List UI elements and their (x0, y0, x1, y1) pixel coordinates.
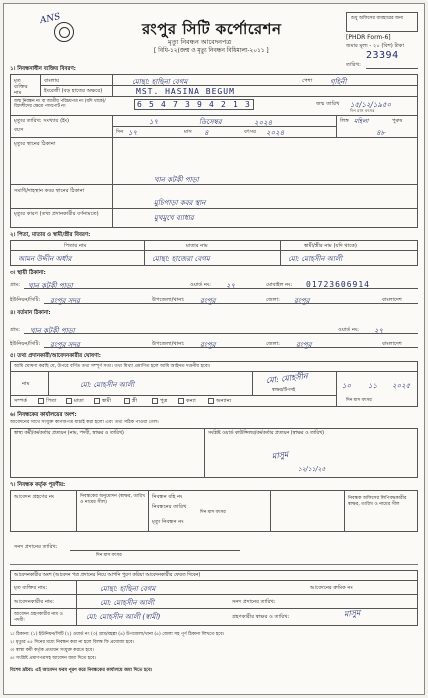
office-use-label: শুধু অফিসের ব্যবহারের জন্য (351, 16, 404, 21)
pres-upazila-value: রংপুর (200, 341, 216, 349)
pres-union-label: ইউনিয়ন/সিটি: (10, 341, 41, 347)
receipt-applicant-value: মো: মোহসীন আলী (100, 599, 155, 607)
date-label: তারিখ: (346, 62, 361, 68)
city-corporation-logo-icon (54, 22, 74, 42)
sex-value: মহিলা (354, 118, 369, 125)
perm-ward-value: ২৭ (226, 282, 236, 290)
age-years-box: ৪৮ (376, 129, 386, 137)
page-title: রংপুর সিটি কর্পোরেশন (142, 20, 282, 38)
issued-date-label: সনদ প্রদানের তারিখ: (14, 544, 58, 550)
birth-reg-label: জন্ম নিবন্ধন নং বা জাতীয় পরিচয়পত্র নং (যদি থাকে)/বিদেশীদের ক্ষেত্রে পাসপোর্ট নং (14, 99, 106, 109)
age-day: ১৭ (128, 129, 138, 137)
receipt-cert-date-label: সনদ প্রদানের তারিখ: (232, 599, 276, 605)
counselor-date: ১২/১১/২৫ (298, 466, 326, 473)
footnote-3: ৩। স্বাস্থ্য কর্মী কর্তৃক প্রত্যয়ন সংযুক্ত করতে হবে। (10, 648, 94, 653)
relation-daughter-checkbox[interactable] (178, 398, 184, 404)
death-date-label: মৃত্যুর তারিখ: সংখ্যায় (ইং) (14, 118, 70, 124)
perm-village-label: গ্রাম: (10, 282, 21, 288)
section1-table (10, 74, 418, 228)
signature-label: স্বাক্ষর/টিপসই (272, 388, 296, 393)
footnote-4: ৪। সংশ্লিষ্ট প্রমাণপত্রসহ আবেদন জমা দিতে হবে। (10, 656, 97, 661)
dob-format: দিন মাস বৎসর (350, 108, 375, 113)
perm-upazila-label: উপজেলা/থানা: (152, 297, 185, 303)
relation-son-checkbox[interactable] (152, 398, 158, 404)
name-label: মৃত ব্যক্তির নাম (14, 78, 28, 96)
clerk-sign-label: নিবন্ধক অফিসের লিপিবদ্ধকারীর স্বাক্ষর, তারিখ ও নামের সীল (348, 496, 407, 507)
pres-country: বাংলাদেশ (382, 341, 402, 347)
issued-date-format: দিন মাস বৎসর (96, 553, 122, 558)
section4-label: ৪। বর্তমান ঠিকানা: (10, 310, 51, 316)
declarant-signature: মো: মোহসীন (265, 371, 309, 386)
age-month: ৪ (204, 129, 209, 137)
form-fee: জমার মূল্য - ২০ (বিশ) টাকা (346, 43, 404, 49)
perm-village-value: খান কটকী পাড়া (28, 282, 73, 290)
english-label: ইংরেজী (বড় হাতের অক্ষরে) (44, 88, 103, 94)
serial-number: 23394 (366, 50, 399, 61)
spouse-label: স্বামী/স্ত্রীর নাম (যদি থাকে) (304, 243, 357, 249)
burial-value: মুচিপাড়া কবর স্থান (154, 199, 206, 207)
reg-book-no-label: নিবন্ধন বহি নং (152, 494, 183, 500)
counselor-signature: মাসুম (271, 449, 289, 462)
father-label: পিতার নাম (64, 243, 87, 249)
form-subtitle: মৃত্যু নিবন্ধন আবেদনপত্র (168, 38, 232, 46)
declaration-year: ২০২৫ (392, 382, 411, 390)
cause-label: মৃত্যুর কারণ (তথ্য প্রদানকারীর বর্ণনামতে) (14, 211, 99, 217)
received-no-label: আবেদন গ্রহণের নং (14, 494, 55, 500)
pres-union-value: রংপুর সদর (50, 341, 80, 349)
age-day-label: দিন (116, 129, 124, 135)
section2-label: ২। পিতা, মাতার ও স্বামী/স্ত্রীর বিবরণ: (10, 232, 91, 238)
age-year: ২০২৪ (266, 129, 285, 137)
declarant-name-value: মো: মোহসীন আলী (80, 381, 135, 389)
perm-district-value: রংপুর (294, 297, 310, 305)
death-place-value: খান কটকী পাড়া (154, 176, 199, 184)
mother-label: মাতার নাম (186, 243, 208, 249)
perm-district-label: জেলা: (266, 297, 280, 303)
death-cert-no-label: মৃত্যু নিবন্ধন নং (152, 519, 184, 525)
declaration-text: আমি ঘোষণা করছি যে, উপরে বর্ণিত তথ্য সম্পূর্ণ সত্য। তথ্য মিথ্যা প্রমাণিত হলে আমি আইনত দণ্ডনীয় হবো। (14, 364, 211, 369)
pres-district-value: রংপুর (296, 341, 312, 349)
dob-label: জন্ম তারিখ (316, 101, 340, 107)
relation-label: সম্পর্ক (14, 398, 28, 404)
law-reference: [ বিধি-১২(জন্ম ও মৃত্যু নিবন্ধন বিধিমালা-২০১১ ] (154, 48, 269, 54)
age-month-label: মাস (184, 129, 192, 135)
receipt-dead-name-label: মৃত ব্যক্তির নাম: (14, 585, 48, 591)
spouse-value: মো: মোহসীন আলী (288, 255, 343, 263)
perm-mobile-label: মোবাইল নং: (266, 282, 293, 288)
age-label: বয়স (14, 127, 24, 133)
footnote-1: ১। ঠিকানা: (১) ইউনিয়ন/সিটি (২) ওয়ার্ড নং (৩) গ্রাম/মহল্লা (৪) উপজেলা/থানা (৫) জেলা সহ পূর্ণ ঠিকানা লিখতে হবে। (10, 632, 225, 637)
reg-date-format: দিন মাস বৎসর (200, 510, 226, 515)
pres-district-label: জেলা: (266, 341, 280, 347)
perm-union-value: রংপুর সদর (50, 297, 80, 305)
receipt-sign-label: গ্রহণকারীর স্বাক্ষর ও তারিখ: (232, 614, 290, 620)
logo-handwriting: ANS (39, 11, 62, 27)
form-number: [PHDR Form-6] (346, 34, 391, 41)
section1-label: ১। নিবন্ধনাধীন ব্যক্তির বিবরণ: (10, 66, 76, 72)
relation-mother-checkbox[interactable] (66, 398, 72, 404)
burial-label: সমাধি/দাহস্থান কবর স্থানের ঠিকানা (14, 188, 85, 194)
declaration-date-caption: দিন মাস বৎসর (346, 398, 372, 403)
perm-mobile-value: 01723606914 (306, 280, 370, 289)
father-value: আমন উদ্দীন অর্ধার (18, 255, 72, 263)
section6-note: আবেদনের সাথে সংযুক্ত কাগজপত্র যাচাই করা হলো এবং তথ্য সঠিক পাওয়া গেল। (10, 420, 159, 425)
mother-value: মোছা: হাজেরা বেগম (152, 255, 210, 263)
age-year-label: বৎসর (244, 129, 256, 135)
footnote-2: ২। মৃত্যুর ৪৫ দিনের মধ্যে নিবন্ধন করা না হলে বিলম্ব ফি প্রযোজ্য হবে। (10, 640, 135, 645)
receipt-dead-name-value: মোছা: হাছিনা বেগম (100, 585, 156, 593)
relation-wife-checkbox[interactable] (124, 398, 130, 404)
name-bangla-value: মোছা: হাছিনা বেগম (132, 78, 188, 86)
receipt-applicant-label: আবেদনকারীর নাম: (14, 599, 55, 605)
sex-option-male: পুরুষ (392, 118, 403, 124)
death-month: ডিসেম্বর (199, 118, 222, 126)
cut-line (10, 564, 418, 565)
cause-value: মুখমুখে ব্যাধার (154, 214, 194, 222)
name-english-value: MST. HASINA BEGUM (136, 87, 235, 96)
declaration-month: ১১ (368, 382, 378, 390)
bangla-label: বাংলায় (44, 78, 60, 84)
occupation-label: পেশা (302, 78, 313, 84)
counselor-label: সংশ্লিষ্ট ওয়ার্ড কাউন্সিলর/কর্মকর্তার প্রত্যয়ন (স্বাক্ষর ও তারিখ) (208, 431, 325, 436)
section5-label: ৫। তথ্য প্রদানকারী/আবেদনকারীর ঘোষণা: (10, 353, 101, 359)
sex-label: লিঙ্গ (340, 118, 349, 124)
death-day: ১৭ (149, 118, 159, 126)
receipt-label: আবেদনকারীর অংশ (আবেদন পত্র প্রদানের নিয়ে আপনি পুরণ করিয়া আবেদনকারীর ফেরত দিবেন) (14, 573, 201, 578)
perm-upazila-value: রংপুর (200, 297, 216, 305)
death-registration-form: ANS রংপুর সিটি কর্পোরেশন মৃত্যু নিবন্ধন আবেদনপত্র [ বিধি-১২(জন্ম ও মৃত্যু নিবন্ধন বিধিমালা-২০১১ ] শুধু অফিসের ব্যবহারের জন্য [PHDR Form-6] জমার মূল্য - ২০ (বিশ) টাকা 23394 তারিখ: ১। নিবন্ধনাধীন ব্যক্তির বিবরণ: মৃত ব্যক্তির নাম বাংলায় মোছা: হাছিনা বেগম পেশা গৃহিনী ইংরেজী (বড় হাতের অক্ষরে) MST. HASINA BEGUM জন্ম নিবন্ধন নং বা জাতীয় পরিচয়পত্র নং (যদি থাকে)/বিদেশীদের ক্ষেত্রে পাসপোর্ট নং 6 5 4 7 3 9 4 2 1 3 জন্ম তারিখ ১৫/১২/১৯৫০ দিন মাস বৎসর মৃত্যুর তারিখ: সংখ্যায় (ইং) বয়স ১৭ ডিসেম্বর ২০২৪ দিন ১৭ মাস ৪ বৎসর ২০২৪ লিঙ্গ মহিলা পুরুষ ৪৮ মৃত্যুর স্থানের ঠিকানা খান কটকী পাড়া সমাধি/দাহস্থান কবর স্থানের ঠিকানা মুচিপাড়া কবর স্থান মৃত্যুর কারণ (তথ্য প্রদানকারীর বর্ণনামতে) মুখমুখে ব্যাধার ২। পিতা, মাতার ও স্বামী/স্ত্রীর বিবরণ: পিতার নাম মাতার নাম স্বামী/স্ত্রীর নাম (যদি থাকে) আমন উদ্দীন অর্ধার মোছা: হাজেরা বেগম মো: মোহসীন আলী ৩। স্থায়ী ঠিকানা: গ্রাম: খান কটকী পাড়া ওয়ার্ড নং: ২৭ মোবাইল নং: 01723606914 ইউনিয়ন/সিটি: রংপুর সদর উপজেলা/থানা: রংপুর জেলা: রংপুর বাংলাদেশ ৪। বর্তমান ঠিকানা: গ্রাম: খান কটকী পাড়া ওয়ার্ড নং: ২৭ ইউনিয়ন/সিটি: রংপুর সদর উপজেলা/থানা: রংপুর জেলা: রংপুর বাংলাদেশ ৫। তথ্য প্রদানকারী/আবেদনকারীর ঘোষণা: আমি ঘোষণা করছি যে, উপরে বর্ণিত তথ্য সম্পূর্ণ সত্য। তথ্য মিথ্যা প্রমাণিত হলে আমি আইনত দণ্ডনীয় হবো। নাম মো: মোহসীন আলী মো: মোহসীন স্বাক্ষর/টিপসই ১০ ১১ ২০২৫ দিন মাস বৎসর সম্পর্ক পিতা মাতা স্বামী স্ত্রী পুত্র কন্যা অন্যান্য ৬। নিবন্ধকের কার্যালয়ের অংশ: আবেদনের সাথে সংযুক্ত কাগজপত্র যাচাই করা হলো এবং তথ্য সঠিক পাওয়া গেল। স্বাস্থ্য কর্মী/কর্মকর্তার প্রত্যয়ন (নাম, পদবী, স্বাক্ষর ও তারিখ) সংশ্লিষ্ট ওয়ার্ড কাউন্সিলর/কর্মকর্তার প্রত্যয়ন (স্বাক্ষর ও তারিখ) মাসুম ১২/১১/২৫ ৭। নিবন্ধক কর্তৃক পূরণীয়: আবেদন গ্রহণের নং নিবন্ধকের অনুমোদন (স্বাক্ষর, তারিখ ও নামের সীল) নিবন্ধন বহি নং নিবন্ধনের তারিখ দিন মাস বৎসর মৃত্যু নিবন্ধন নং নিবন্ধক অফিসের লিপিবদ্ধকারীর স্বাক্ষর, তারিখ ও নামের সীল সনদ প্রদানের তারিখ: দিন মাস বৎসর আবেদনকারীর অংশ (আবেদন পত্র প্রদানের নিয়ে আপনি পুরণ করিয়া আবেদনকারীর ফেরত দিবেন) মৃত ব্যক্তির নাম: মোছা: হাছিনা বেগম আবেদনের ক্রমিক নং আবেদনকারীর নাম: মো: মোহসীন আলী সনদ প্রদানের তারিখ: আবেদন গ্রহণকারীর নাম ও পদবী: মো: মোহসীন আলী (স্বামী) গ্রহণকারীর স্বাক্ষর ও তারিখ: মাসুম ১। ঠিকানা: (১) ইউনিয়ন/সিটি (২) ওয়ার্ড নং (৩) গ্রাম/মহল্লা (৪) উপজেলা/থানা (৫) জেলা সহ পূর্ণ ঠিকানা লিখতে হবে। ২। মৃত্যুর ৪৫ দিনের মধ্যে নিবন্ধন করা না হলে বিলম্ব ফি প্রযোজ্য হবে। ৩। স্বাস্থ্য কর্মী কর্তৃক প্রত্যয়ন সংযুক্ত করতে হবে। ৪। সংশ্লিষ্ট প্রমাণপত্রসহ আবেদন জমা দিতে হবে। বিশেষ দ্রষ্টব্য: এই আবেদন ফরম পূরণ করে নিবন্ধকের কার্যালয়ে জমা দিতে হবে। (3, 3, 425, 695)
registrar-sign-label: নিবন্ধকের অনুমোদন (স্বাক্ষর, তারিখ ও নামের সীল) (80, 494, 146, 505)
health-worker-label: স্বাস্থ্য কর্মী/কর্মকর্তার প্রত্যয়ন (নাম, পদবী, স্বাক্ষর ও তারিখ) (14, 431, 124, 436)
section6-label: ৬। নিবন্ধকের কার্যালয়ের অংশ: (10, 412, 77, 418)
perm-union-label: ইউনিয়ন/সিটি: (10, 297, 41, 303)
perm-ward-label: ওয়ার্ড নং: (190, 282, 211, 288)
dob-value: ১৫/১২/১৯৫০ (350, 101, 392, 109)
office-use-box (346, 12, 418, 32)
footnote-bottom: বিশেষ দ্রষ্টব্য: এই আবেদন ফরম পূরণ করে নিবন্ধকের কার্যালয়ে জমা দিতে হবে। (10, 668, 153, 673)
relation-father-checkbox[interactable] (38, 398, 44, 404)
receipt-app-no-label: আবেদনের ক্রমিক নং (310, 585, 353, 591)
occupation-value: গৃহিনী (330, 78, 347, 86)
death-place-label: মৃত্যুর স্থানের ঠিকানা (14, 141, 56, 147)
section3-label: ৩। স্থায়ী ঠিকানা: (10, 270, 46, 276)
declarant-name-label: নাম (22, 381, 30, 387)
date-line (366, 68, 418, 69)
perm-country: বাংলাদেশ (382, 297, 402, 303)
receipt-receiver-value: মো: মোহসীন আলী (স্বামী) (86, 613, 161, 621)
birth-reg-number-box: 6 5 4 7 3 9 4 2 1 3 (134, 99, 254, 110)
pres-village-value: খান কটকী পাড়া (30, 327, 75, 335)
pres-upazila-label: উপজেলা/থানা: (152, 341, 185, 347)
declaration-day: ১০ (342, 382, 352, 390)
pres-ward-value: ২৭ (374, 327, 384, 335)
pres-village-label: গ্রাম: (10, 327, 21, 333)
death-year: ২০২৪ (254, 119, 273, 127)
receipt-receiver-label: আবেদন গ্রহণকারীর নাম ও পদবী: (14, 612, 63, 623)
reg-date-label: নিবন্ধনের তারিখ (152, 504, 187, 510)
section7-label: ৭। নিবন্ধক কর্তৃক পূরণীয়: (10, 482, 66, 488)
receipt-signature: মাসুম (343, 608, 361, 619)
pres-ward-label: ওয়ার্ড নং: (338, 327, 359, 333)
relation-other-checkbox[interactable] (208, 398, 214, 404)
relation-husband-checkbox[interactable] (94, 398, 100, 404)
